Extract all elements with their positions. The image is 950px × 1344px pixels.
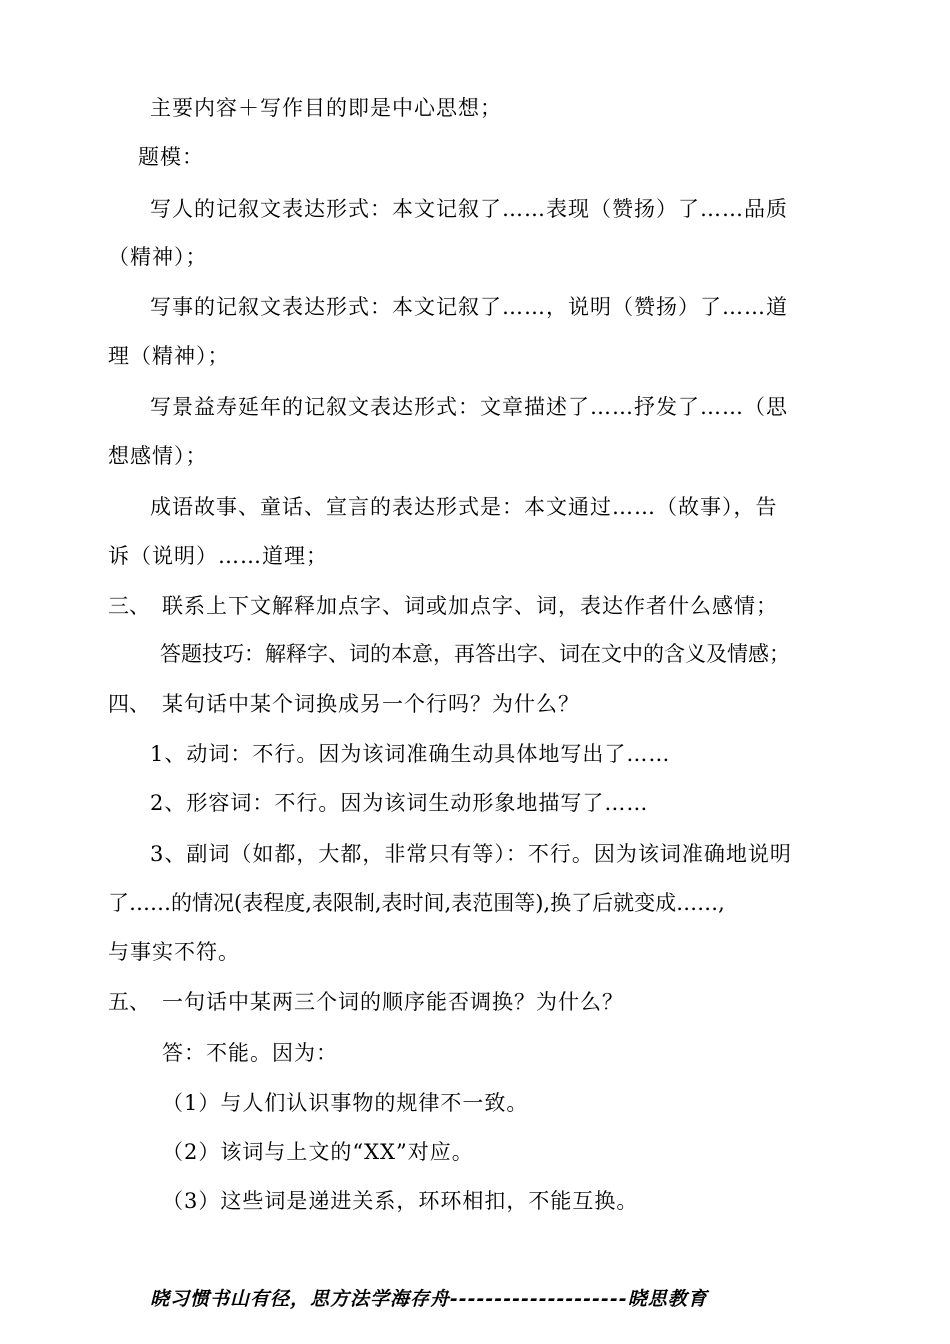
section-4-item-2: 2、形容词：不行。因为该词生动形象地描写了……: [150, 791, 649, 815]
page-footer: 晓习惯书山有径，思方法学海存舟--------------------晓思教育: [150, 1288, 708, 1310]
section-4-title: 某句话中某个词换成另一个行吗？为什么？: [162, 692, 580, 716]
idiom-template-line-2: 诉（说明）……道理；: [108, 544, 328, 568]
main-content-line: 主要内容＋写作目的即是中心思想；: [150, 96, 502, 120]
section-5-reason-2: （2）该词与上文的“XX”对应。: [162, 1140, 474, 1164]
section-3-tip: 答题技巧：解释字、词的本意，再答出字、词在文中的含义及情感；: [160, 642, 790, 666]
section-4-item-3-line-3: 与事实不符。: [108, 940, 240, 964]
section-5-answer: 答：不能。因为：: [162, 1041, 338, 1065]
template-label: 题模：: [138, 145, 204, 169]
section-5-reason-1: （1）与人们认识事物的规律不一致。: [162, 1091, 529, 1115]
scenery-template-line-2: 想感情）；: [108, 444, 208, 468]
section-4-item-1: 1、动词：不行。因为该词准确生动具体地写出了……: [150, 742, 671, 766]
section-3-number: 三、: [108, 594, 150, 618]
section-5-title: 一句话中某两三个词的顺序能否调换？为什么？: [162, 990, 624, 1014]
section-4-item-3-line-1: 3、副词（如都，大都，非常只有等）：不行。因为该词准确地说明: [150, 842, 792, 866]
section-5-number: 五、: [108, 990, 150, 1014]
section-5-reason-3: （3）这些词是递进关系，环环相扣，不能互换。: [162, 1189, 639, 1213]
section-4-number: 四、: [108, 692, 150, 716]
person-template-line-2: （精神）；: [108, 245, 208, 269]
idiom-template-line-1: 成语故事、童话、宣言的表达形式是：本文通过……（故事），告: [150, 495, 778, 519]
person-template-line-1: 写人的记叙文表达形式：本文记叙了……表现（赞扬）了……品质: [150, 197, 788, 221]
section-4-item-3-line-2: 了……的情况(表程度,表限制,表时间,表范围等),换了后就变成……,: [108, 891, 725, 915]
section-3-title: 联系上下文解释加点字、词或加点字、词，表达作者什么感情；: [162, 594, 778, 618]
event-template-line-2: 理（精神）；: [108, 344, 230, 368]
event-template-line-1: 写事的记叙文表达形式：本文记叙了……，说明（赞扬）了……道: [150, 295, 788, 319]
scenery-template-line-1: 写景益寿延年的记叙文表达形式：文章描述了……抒发了……（思: [150, 395, 788, 419]
